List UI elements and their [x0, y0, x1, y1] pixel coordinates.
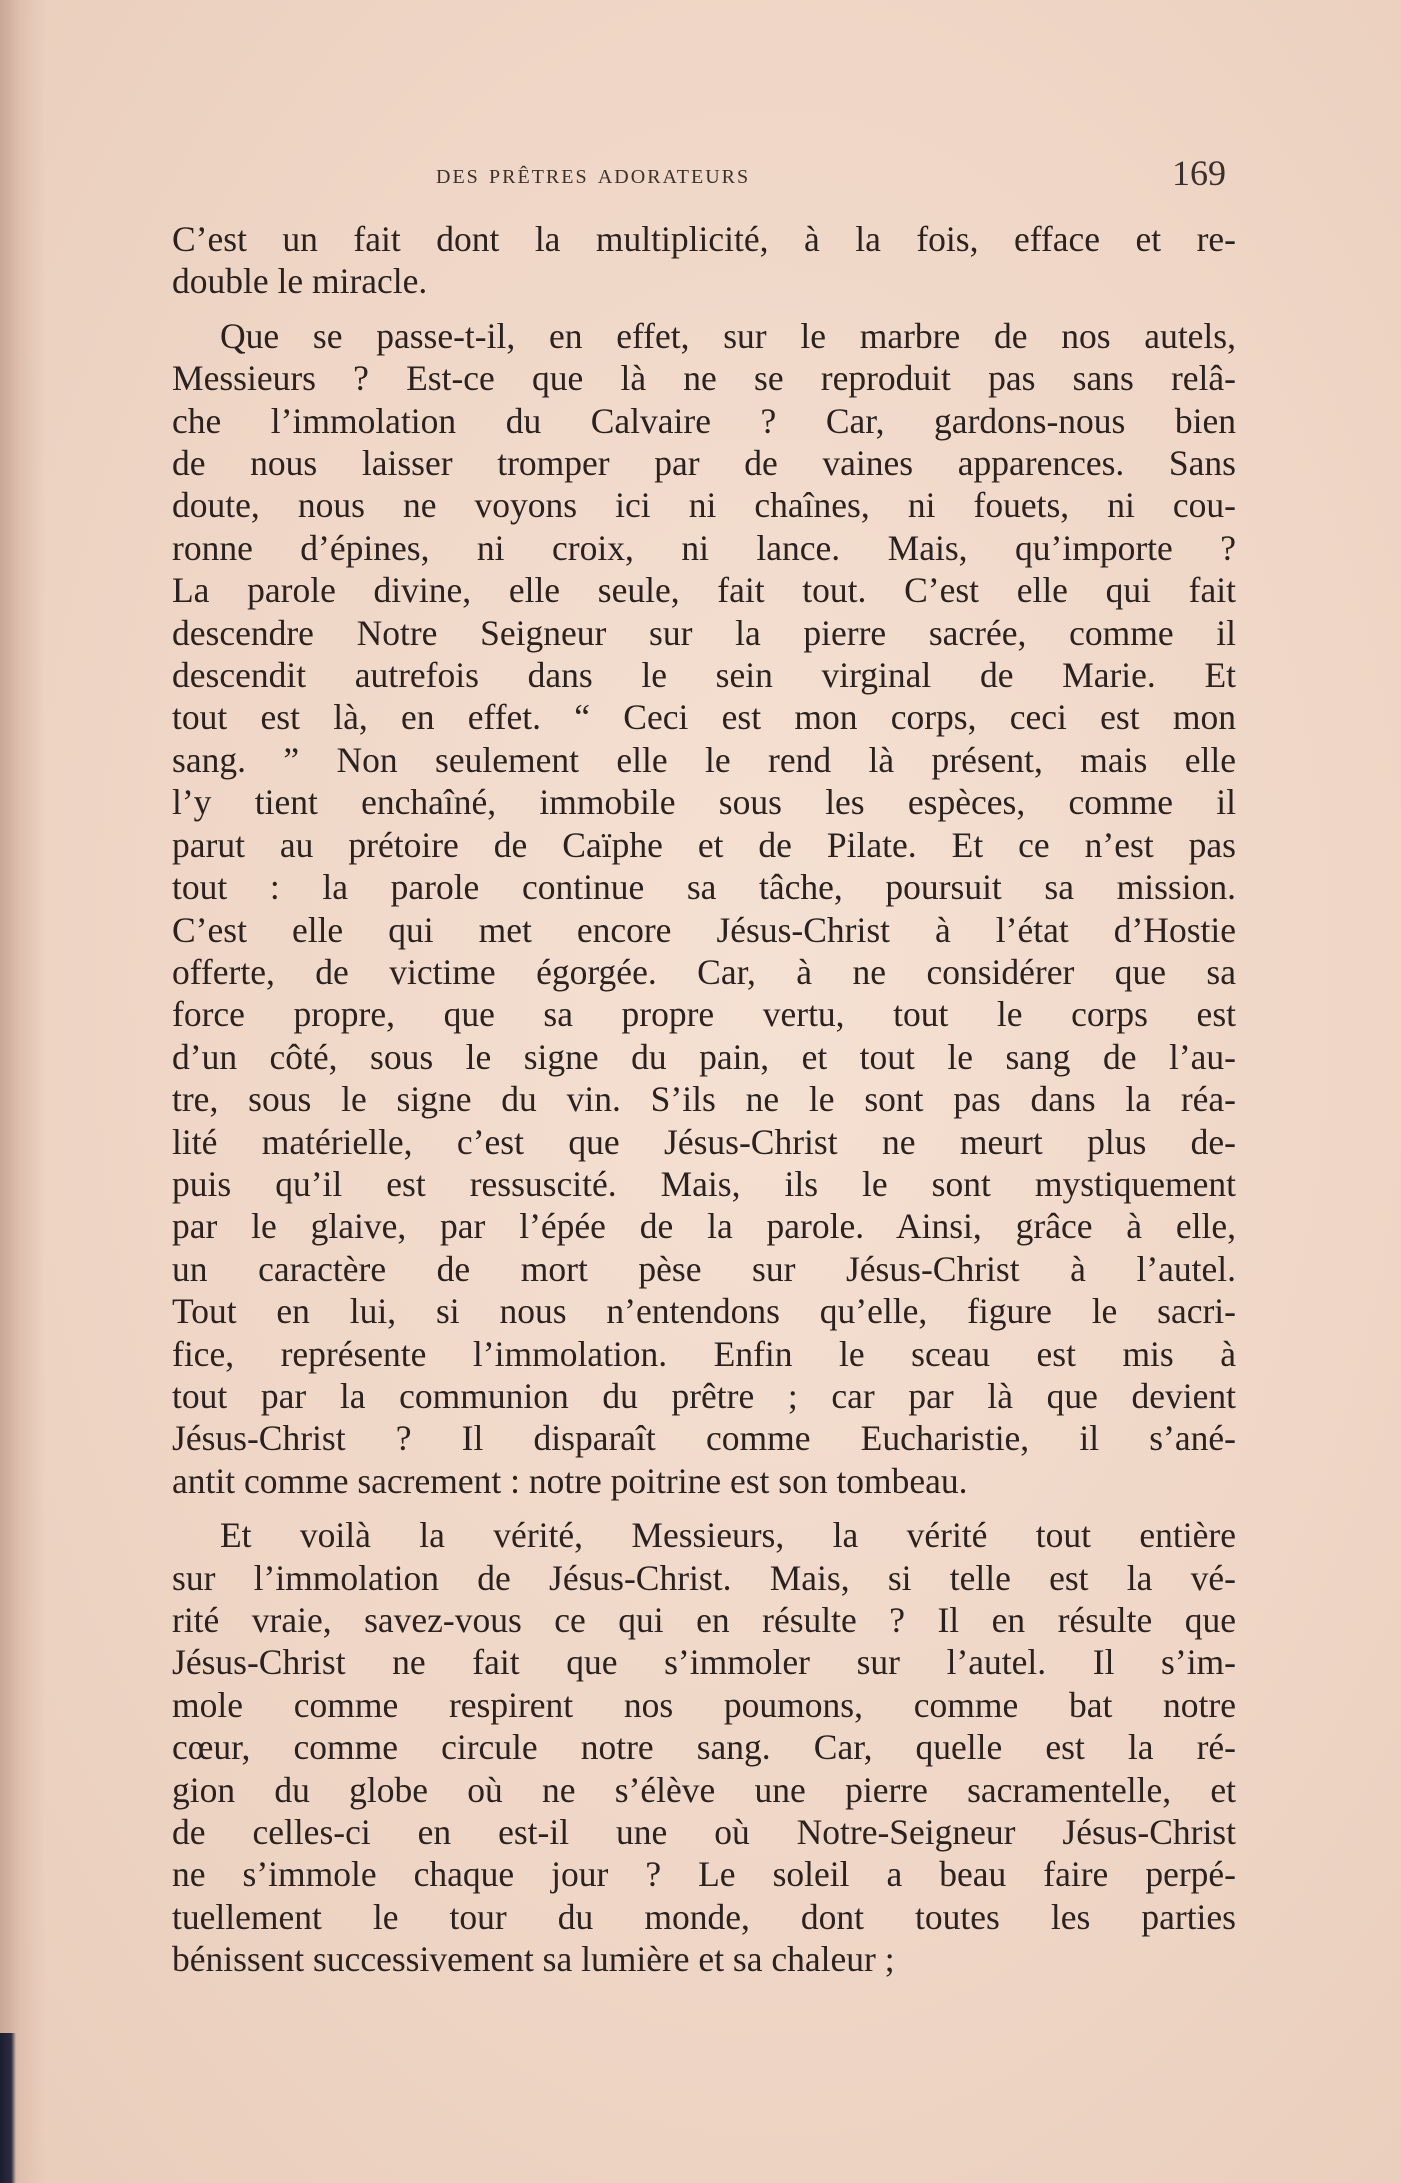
text-line: tout : la parole continue sa tâche, poursuit sa mission.: [172, 867, 1236, 908]
text-line: sur l’immolation de Jésus-Christ. Mais, si telle est la vé-: [172, 1557, 1236, 1598]
text-line: fice, représente l’immolation. Enfin le sceau est mis à: [172, 1333, 1236, 1374]
text-line: l’y tient enchaîné, immobile sous les espèces, comme il: [172, 782, 1236, 823]
text-line: Et voilà la vérité, Messieurs, la vérité tout entière: [220, 1515, 1236, 1556]
text-line: ronne d’épines, ni croix, ni lance. Mais, qu’importe ?: [172, 527, 1236, 568]
text-line: parut au prétoire de Caïphe et de Pilate. Et ce n’est pas: [172, 824, 1236, 865]
text-line: La parole divine, elle seule, fait tout. C’est elle qui fait: [172, 570, 1236, 611]
text-line: rité vraie, savez-vous ce qui en résulte ? Il en résulte que: [172, 1600, 1236, 1640]
text-line: offerte, de victime égorgée. Car, à ne considérer que sa: [172, 951, 1236, 992]
gutter-shadow: [0, 0, 46, 2183]
text-line: bénissent successivement sa lumière et sa chaleur ;: [172, 1939, 895, 1980]
page-number: 169: [1172, 153, 1226, 193]
text-line: tre, sous le signe du vin. S’ils ne le sont pas dans la réa-: [172, 1079, 1236, 1120]
text-line: double le miracle.: [172, 261, 428, 302]
text-line: Jésus-Christ ? Il disparaît comme Eucharistie, il s’ané-: [172, 1418, 1236, 1459]
text-line: antit comme sacrement : notre poitrine est son tombeau.: [172, 1460, 968, 1501]
text-line: Jésus-Christ ne fait que s’immoler sur l’autel. Il s’im-: [172, 1642, 1236, 1683]
paragraph: [172, 1514, 1236, 1980]
text-line: sang. ” Non seulement elle le rend là présent, mais elle: [172, 739, 1236, 780]
paragraph: [172, 218, 1236, 303]
text-line: lité matérielle, c’est que Jésus-Christ ne meurt plus de-: [172, 1121, 1236, 1162]
text-line: Tout en lui, si nous n’entendons qu’elle, figure le sacri-: [172, 1291, 1236, 1332]
text-line: un caractère de mort pèse sur Jésus-Christ à l’autel.: [172, 1248, 1236, 1289]
text-line: descendit autrefois dans le sein virginal de Marie. Et: [172, 655, 1236, 696]
text-line: tout par la communion du prêtre ; car par là que devient: [172, 1375, 1236, 1416]
text-line: ne s’immole chaque jour ? Le soleil a beau faire perpé-: [172, 1854, 1236, 1895]
text-line: tuellement le tour du monde, dont toutes les parties: [172, 1896, 1236, 1937]
text-line: force propre, que sa propre vertu, tout le corps est: [172, 994, 1236, 1035]
text-line: d’un côté, sous le signe du pain, et tout le sang de l’au-: [172, 1036, 1236, 1077]
text-line: Messieurs ? Est-ce que là ne se reproduit pas sans relâ-: [172, 358, 1236, 399]
text-line: Que se passe-t-il, en effet, sur le marbre de nos autels,: [220, 315, 1236, 356]
text-line: doute, nous ne voyons ici ni chaînes, ni fouets, ni cou-: [172, 485, 1236, 526]
text-line: par le glaive, par l’épée de la parole. Ainsi, grâce à elle,: [172, 1206, 1236, 1247]
text-line: puis qu’il est ressuscité. Mais, ils le sont mystiquement: [172, 1163, 1236, 1204]
text-line: cœur, comme circule notre sang. Car, quelle est la ré-: [172, 1727, 1236, 1768]
text-line: mole comme respirent nos poumons, comme bat notre: [172, 1684, 1236, 1725]
text-line: C’est un fait dont la multiplicité, à la fois, efface et re-: [172, 219, 1236, 259]
text-line: de celles-ci en est-il une où Notre-Seigneur Jésus-Christ: [172, 1812, 1236, 1853]
book-spine-edge: [0, 2033, 16, 2183]
running-head: [176, 152, 1232, 200]
text-line: de nous laisser tromper par de vaines apparences. Sans: [172, 443, 1236, 484]
paragraph: [172, 315, 1236, 1502]
text-line: C’est elle qui met encore Jésus-Christ à l’état d’Hostie: [172, 909, 1236, 950]
text-line: descendre Notre Seigneur sur la pierre sacrée, comme il: [172, 612, 1236, 653]
text-line: gion du globe où ne s’élève une pierre sacramentelle, et: [172, 1769, 1236, 1810]
running-title: des prêtres adorateurs: [436, 158, 751, 190]
text-line: che l’immolation du Calvaire ? Car, gardons-nous bien: [172, 400, 1236, 441]
text-line: tout est là, en effet. “ Ceci est mon corps, ceci est mon: [172, 697, 1236, 738]
body-text: [172, 218, 1236, 1981]
